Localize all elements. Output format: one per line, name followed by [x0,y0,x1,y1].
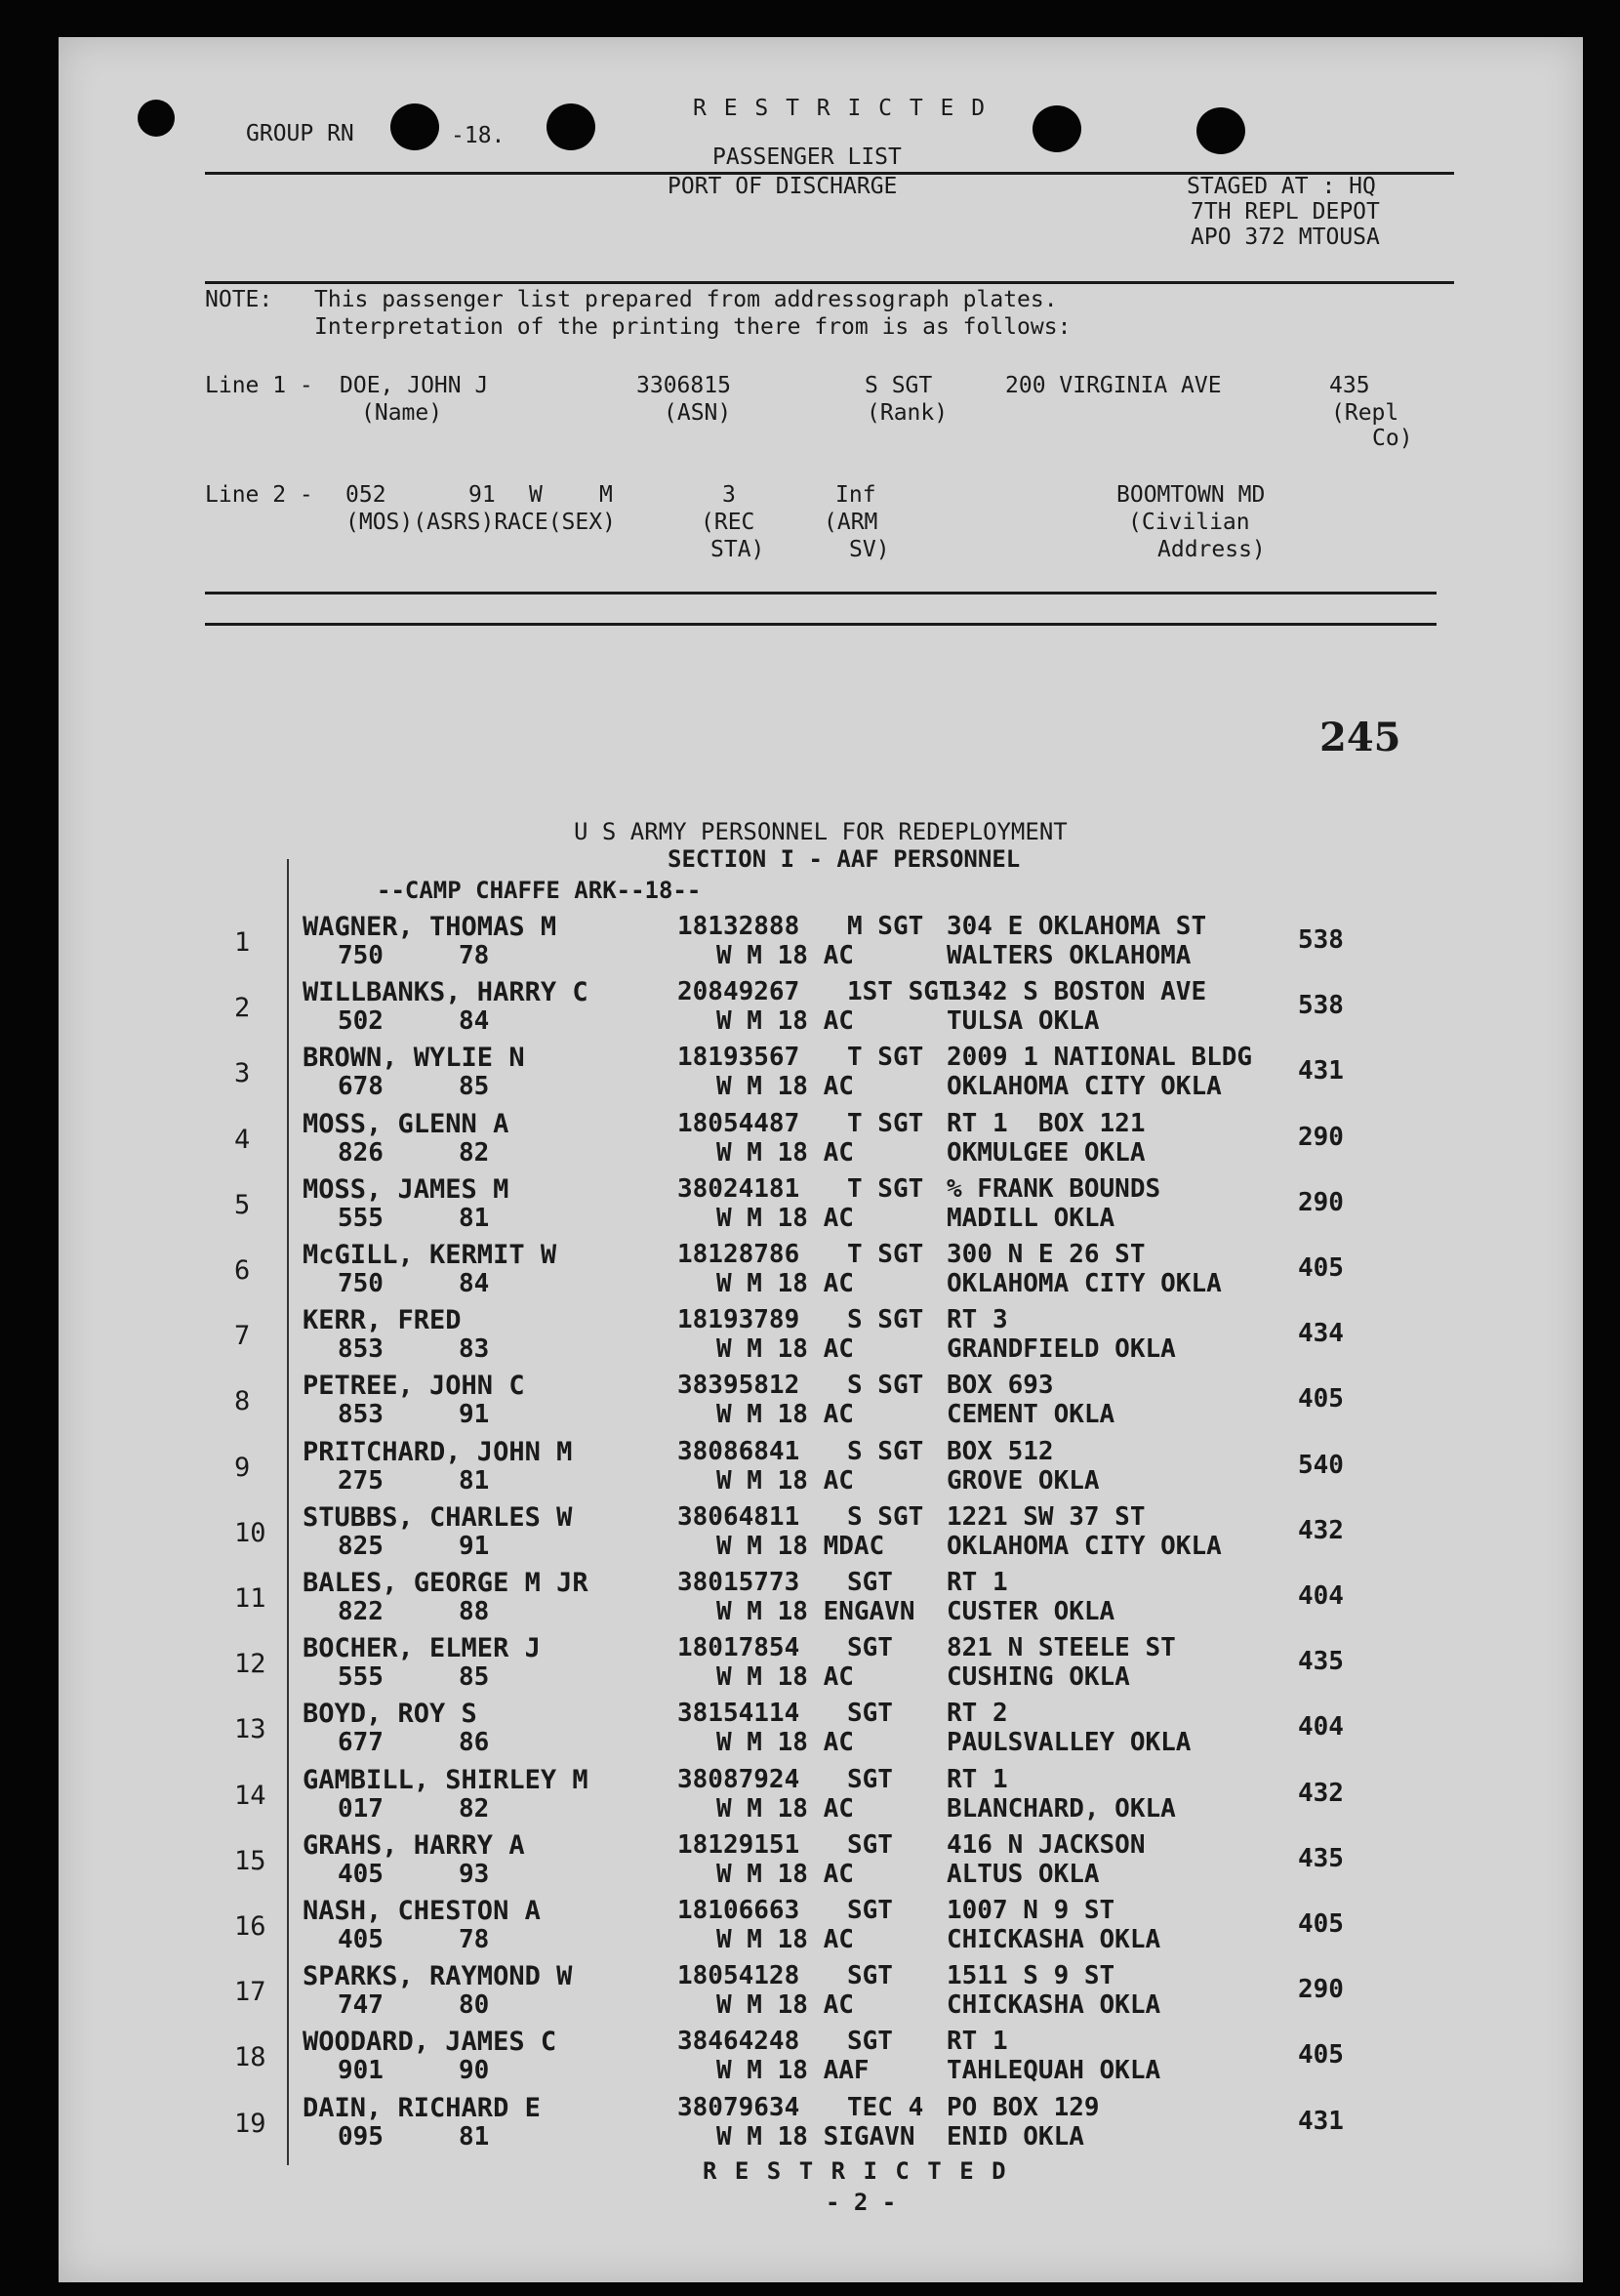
address-line-1: RT 1 [947,2027,1008,2056]
soldier-name: STUBBS, CHARLES W [303,1502,573,1533]
mos-code: 853 [338,1400,384,1429]
legend-co-caption-2: Co) [1372,426,1413,451]
mos-code: 678 [338,1072,384,1101]
address-line-2: OKLAHOMA CITY OKLA [947,1532,1222,1561]
serial-number: 18054487 [677,1109,800,1138]
note-line-2: Interpretation of the printing there from is as follows: [314,314,1072,340]
restricted-header: R E S T R I C T E D [693,96,988,121]
address-line-2: CEMENT OKLA [947,1400,1115,1429]
mos-code: 275 [338,1466,384,1496]
rank: SGT [847,1896,893,1925]
rank: SGT [847,1961,893,1990]
replacement-company: 538 [1298,991,1344,1020]
replacement-company: 432 [1298,1516,1344,1545]
replacement-company: 405 [1298,1384,1344,1414]
race-sex-station-arm: W M 18 MDAC [716,1532,885,1561]
address-line-1: 821 N STEELE ST [947,1633,1176,1662]
soldier-name: PRITCHARD, JOHN M [303,1437,573,1467]
legend-line2-label: Line 2 - [205,482,313,508]
rank: SGT [847,1633,893,1662]
serial-number: 38064811 [677,1502,800,1532]
document-page [59,37,1583,2282]
note-label: NOTE: [205,287,273,312]
replacement-company: 538 [1298,925,1344,955]
address-line-1: 2009 1 NATIONAL BLDG [947,1043,1253,1072]
replacement-company: 540 [1298,1451,1344,1480]
legend-rec: 3 [722,482,736,508]
address-line-2: PAULSVALLEY OKLA [947,1728,1192,1757]
note-line-1: This passenger list prepared from addressograph plates. [314,287,1058,312]
rank: SGT [847,1568,893,1597]
serial-number: 18128786 [677,1240,800,1269]
rank: T SGT [847,1043,924,1072]
soldier-name: WOODARD, JAMES C [303,2027,557,2057]
soldier-name: WILLBANKS, HARRY C [303,977,588,1007]
legend-arm-caption-1: (ARM [824,510,878,535]
legend-arm: Inf [835,482,876,508]
row-number: 7 [234,1321,251,1351]
rank: SGT [847,1699,893,1728]
replacement-company: 290 [1298,1123,1344,1152]
soldier-name: MOSS, JAMES M [303,1174,509,1205]
row-number: 4 [234,1125,251,1155]
row-number: 1 [234,927,251,958]
punch-hole [138,100,175,137]
legend-address: 200 VIRGINIA AVE [1005,373,1222,398]
asrs-score: 86 [459,1728,490,1757]
race-sex-station-arm: W M 18 AC [716,1794,854,1824]
asrs-score: 88 [459,1597,490,1626]
legend-rule-2 [205,623,1437,626]
address-line-1: RT 2 [947,1699,1008,1728]
rank: S SGT [847,1437,924,1466]
row-number: 5 [234,1190,251,1220]
group-suffix: -18. [451,123,506,148]
legend-mos: 052 [345,482,386,508]
legend-civilian-caption-2: Address) [1157,537,1266,562]
legend-sex: M [599,482,613,508]
address-line-2: TULSA OKLA [947,1006,1100,1036]
replacement-company: 405 [1298,1909,1344,1939]
mos-code: 405 [338,1860,384,1889]
address-line-2: WALTERS OKLAHOMA [947,941,1192,970]
mos-code: 502 [338,1006,384,1036]
soldier-name: GAMBILL, SHIRLEY M [303,1765,588,1795]
serial-number: 18017854 [677,1633,800,1662]
row-number: 2 [234,993,251,1023]
rank: T SGT [847,1174,924,1204]
race-sex-station-arm: W M 18 AC [716,1400,854,1429]
row-number: 13 [234,1714,266,1744]
race-sex-station-arm: W M 18 AC [716,1990,854,2020]
mos-code: 677 [338,1728,384,1757]
legend-asn-caption: (ASN) [664,400,732,426]
soldier-name: WAGNER, THOMAS M [303,912,557,942]
address-line-2: MADILL OKLA [947,1204,1115,1233]
row-number: 11 [234,1583,266,1614]
rank: T SGT [847,1240,924,1269]
address-line-1: 1511 S 9 ST [947,1961,1115,1990]
serial-number: 38395812 [677,1371,800,1400]
race-sex-station-arm: W M 18 AC [716,1466,854,1496]
asrs-score: 85 [459,1072,490,1101]
replacement-company: 404 [1298,1712,1344,1742]
punch-hole [1033,105,1081,152]
address-line-1: 416 N JACKSON [947,1830,1146,1860]
soldier-name: KERR, FRED [303,1305,462,1335]
asrs-score: 81 [459,2122,490,2152]
group-label: GROUP RN [246,121,354,146]
serial-number: 18054128 [677,1961,800,1990]
apo: APO 372 MTOUSA [1191,225,1380,250]
depot: 7TH REPL DEPOT [1191,199,1380,225]
mos-code: 853 [338,1334,384,1364]
punch-hole [390,103,439,150]
address-line-1: 304 E OKLAHOMA ST [947,912,1207,941]
address-line-2: TAHLEQUAH OKLA [947,2056,1161,2085]
race-sex-station-arm: W M 18 AC [716,1138,854,1168]
rank: M SGT [847,912,924,941]
asrs-score: 80 [459,1990,490,2020]
asrs-score: 82 [459,1138,490,1168]
rank: S SGT [847,1502,924,1532]
address-line-1: RT 1 [947,1765,1008,1794]
mos-code: 405 [338,1925,384,1954]
rank: TEC 4 [847,2093,924,2122]
legend-asn: 3306815 [636,373,731,398]
address-line-2: OKLAHOMA CITY OKLA [947,1269,1222,1298]
asrs-score: 91 [459,1400,490,1429]
asrs-score: 84 [459,1006,490,1036]
row-number: 17 [234,1977,266,2007]
soldier-name: BROWN, WYLIE N [303,1043,525,1073]
address-line-2: GROVE OKLA [947,1466,1100,1496]
race-sex-station-arm: W M 18 AC [716,1860,854,1889]
rank: S SGT [847,1305,924,1334]
race-sex-station-arm: W M 18 ENGAVN [716,1597,915,1626]
address-line-2: CHICKASHA OKLA [947,1990,1161,2020]
address-line-1: 1007 N 9 ST [947,1896,1115,1925]
serial-number: 18132888 [677,912,800,941]
asrs-score: 84 [459,1269,490,1298]
mos-code: 825 [338,1532,384,1561]
serial-number: 38154114 [677,1699,800,1728]
address-line-2: OKMULGEE OKLA [947,1138,1146,1168]
row-number: 6 [234,1255,251,1286]
mos-code: 822 [338,1597,384,1626]
replacement-company: 435 [1298,1844,1344,1873]
serial-number: 18106663 [677,1896,800,1925]
address-line-1: RT 3 [947,1305,1008,1334]
asrs-score: 82 [459,1794,490,1824]
footer-page-number: - 2 - [826,2189,897,2216]
asrs-score: 81 [459,1466,490,1496]
row-number: 10 [234,1518,266,1548]
row-number: 12 [234,1649,266,1679]
port-of-discharge: PORT OF DISCHARGE [668,174,898,199]
legend-civilian: BOOMTOWN MD [1116,482,1266,508]
race-sex-station-arm: W M 18 AC [716,1728,854,1757]
race-sex-station-arm: W M 18 AAF [716,2056,870,2085]
address-line-2: OKLAHOMA CITY OKLA [947,1072,1222,1101]
legend-co: 435 [1329,373,1370,398]
address-line-2: ALTUS OKLA [947,1860,1100,1889]
replacement-company: 434 [1298,1319,1344,1348]
row-number: 14 [234,1781,266,1811]
address-line-2: ENID OKLA [947,2122,1084,2152]
replacement-company: 404 [1298,1581,1344,1611]
asrs-score: 85 [459,1662,490,1692]
row-number: 9 [234,1453,251,1483]
race-sex-station-arm: W M 18 AC [716,1269,854,1298]
replacement-company: 435 [1298,1647,1344,1676]
row-number: 8 [234,1386,251,1416]
serial-number: 38087924 [677,1765,800,1794]
race-sex-station-arm: W M 18 AC [716,1204,854,1233]
address-line-2: BLANCHARD, OKLA [947,1794,1176,1824]
race-sex-station-arm: W M 18 AC [716,1006,854,1036]
serial-number: 20849267 [677,977,800,1006]
rank: SGT [847,2027,893,2056]
mos-code: 555 [338,1204,384,1233]
serial-number: 38015773 [677,1568,800,1597]
asrs-score: 78 [459,941,490,970]
legend-civilian-caption-1: (Civilian [1128,510,1250,535]
soldier-name: BALES, GEORGE M JR [303,1568,588,1598]
address-line-1: BOX 512 [947,1437,1054,1466]
replacement-company: 290 [1298,1975,1344,2004]
mos-code: 901 [338,2056,384,2085]
soldier-name: McGILL, KERMIT W [303,1240,557,1270]
serial-number: 38024181 [677,1174,800,1204]
replacement-company: 431 [1298,2107,1344,2136]
address-line-2: CUSHING OKLA [947,1662,1130,1692]
asrs-score: 78 [459,1925,490,1954]
replacement-company: 405 [1298,1253,1344,1283]
asrs-score: 90 [459,2056,490,2085]
row-number: 15 [234,1846,266,1876]
passenger-list-title: PASSENGER LIST [712,144,902,170]
row-number: 16 [234,1911,266,1942]
address-line-2: CHICKASHA OKLA [947,1925,1161,1954]
address-line-1: RT 1 [947,1568,1008,1597]
race-sex-station-arm: W M 18 AC [716,1334,854,1364]
soldier-name: MOSS, GLENN A [303,1109,509,1139]
legend-rule-1 [205,592,1437,594]
row-number: 3 [234,1058,251,1088]
rank: S SGT [847,1371,924,1400]
mos-code: 555 [338,1662,384,1692]
asrs-score: 93 [459,1860,490,1889]
address-line-2: GRANDFIELD OKLA [947,1334,1176,1364]
address-line-1: BOX 693 [947,1371,1054,1400]
serial-number: 18193567 [677,1043,800,1072]
punch-hole [547,103,595,150]
race-sex-station-arm: W M 18 AC [716,941,854,970]
legend-rank: S SGT [865,373,933,398]
staged-at: STAGED AT : HQ [1187,174,1376,199]
mos-code: 095 [338,2122,384,2152]
serial-number: 38086841 [677,1437,800,1466]
page-number-stamp: 245 [1319,715,1401,760]
mos-code: 017 [338,1794,384,1824]
legend-rank-caption: (Rank) [867,400,949,426]
serial-number: 18193789 [677,1305,800,1334]
address-line-1: 1342 S BOSTON AVE [947,977,1207,1006]
race-sex-station-arm: W M 18 AC [716,1925,854,1954]
legend-race: W [529,482,543,508]
legend-rec-caption-1: (REC [701,510,755,535]
address-line-1: PO BOX 129 [947,2093,1100,2122]
race-sex-station-arm: W M 18 AC [716,1072,854,1101]
address-line-2: CUSTER OKLA [947,1597,1115,1626]
serial-number: 38464248 [677,2027,800,2056]
asrs-score: 91 [459,1532,490,1561]
note-rule [205,281,1454,284]
race-sex-station-arm: W M 18 AC [716,1662,854,1692]
row-number: 18 [234,2042,266,2072]
address-line-1: % FRANK BOUNDS [947,1174,1161,1204]
replacement-company: 432 [1298,1779,1344,1808]
mos-code: 747 [338,1990,384,2020]
margin-line [287,859,289,2165]
rank: T SGT [847,1109,924,1138]
legend-rec-caption-2: STA) [710,537,765,562]
replacement-company: 290 [1298,1188,1344,1217]
section-subtitle: SECTION I - AAF PERSONNEL [668,845,1021,873]
mos-code: 750 [338,1269,384,1298]
replacement-company: 405 [1298,2040,1344,2070]
soldier-name: SPARKS, RAYMOND W [303,1961,573,1991]
race-sex-station-arm: W M 18 SIGAVN [716,2122,915,2152]
legend-line2-captions: (MOS)(ASRS)RACE(SEX) [345,510,616,535]
punch-hole [1196,107,1245,154]
soldier-name: PETREE, JOHN C [303,1371,525,1401]
asrs-score: 81 [459,1204,490,1233]
soldier-name: GRAHS, HARRY A [303,1830,525,1861]
soldier-name: DAIN, RICHARD E [303,2093,541,2123]
address-line-1: RT 1 BOX 121 [947,1109,1146,1138]
soldier-name: BOCHER, ELMER J [303,1633,541,1663]
replacement-company: 431 [1298,1056,1344,1086]
legend-arm-caption-2: SV) [849,537,890,562]
rank: SGT [847,1830,893,1860]
mos-code: 826 [338,1138,384,1168]
legend-asrs: 91 [468,482,496,508]
rank: SGT [847,1765,893,1794]
restricted-footer: R E S T R I C T E D [703,2157,1008,2185]
legend-name-caption: (Name) [361,400,443,426]
camp-heading: --CAMP CHAFFE ARK--18-- [377,877,702,904]
row-number: 19 [234,2109,266,2139]
section-title: U S ARMY PERSONNEL FOR REDEPLOYMENT [574,818,1068,845]
soldier-name: BOYD, ROY S [303,1699,477,1729]
address-line-1: 1221 SW 37 ST [947,1502,1146,1532]
legend-line1-label: Line 1 - [205,373,313,398]
legend-name: DOE, JOHN J [340,373,489,398]
address-line-1: 300 N E 26 ST [947,1240,1146,1269]
asrs-score: 83 [459,1334,490,1364]
serial-number: 18129151 [677,1830,800,1860]
mos-code: 750 [338,941,384,970]
soldier-name: NASH, CHESTON A [303,1896,541,1926]
rank: 1ST SGT [847,977,954,1006]
serial-number: 38079634 [677,2093,800,2122]
legend-co-caption-1: (Repl [1331,400,1399,426]
